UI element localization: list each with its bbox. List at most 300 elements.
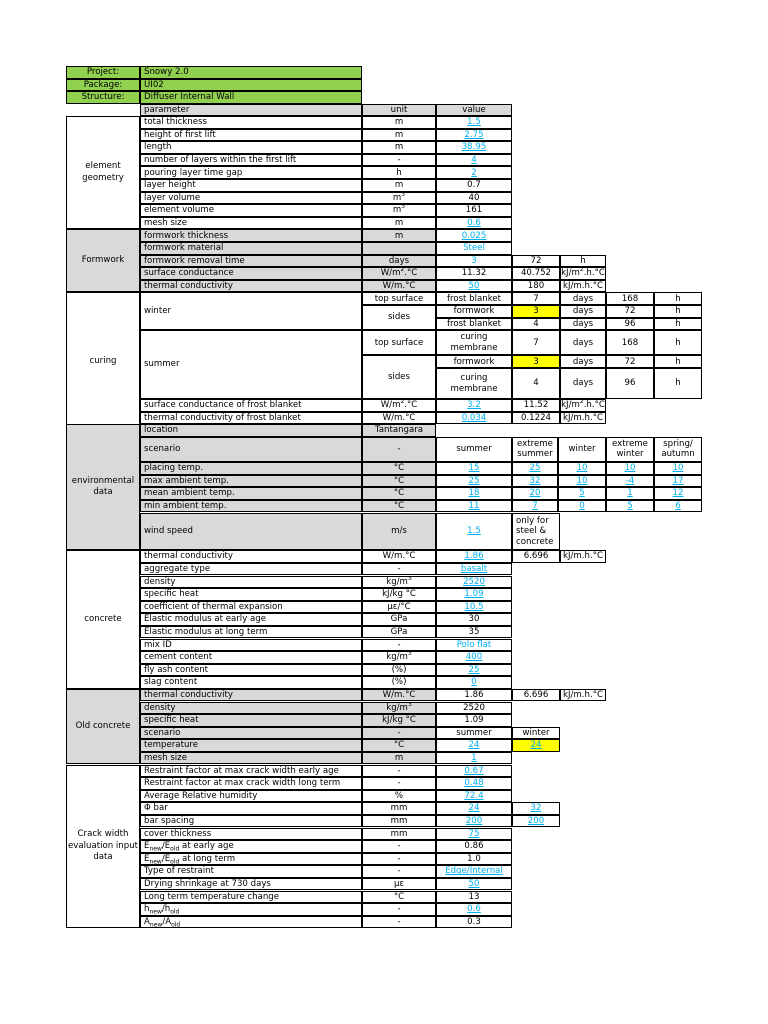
env-mean_ambient-param-text: mean ambient temp. bbox=[144, 488, 235, 499]
crack-h_ratio-unit bbox=[362, 903, 436, 916]
concrete-density-value-text: 2520 bbox=[463, 576, 485, 587]
geom-gap-value[interactable] bbox=[436, 166, 512, 179]
crack-bar-extra[interactable] bbox=[512, 802, 560, 815]
text: 2 bbox=[400, 399, 405, 406]
crack-restraint_early-param-text: Restraint factor at max crack width early age bbox=[144, 765, 339, 776]
crack-humidity-value-text: 72.4 bbox=[464, 790, 484, 801]
env-scenario-1 bbox=[512, 437, 558, 462]
curing-winter_side_formwork-hours-unit bbox=[654, 305, 702, 318]
rich-text bbox=[386, 703, 412, 713]
curing-summer_side_formwork-days-text: 3 bbox=[533, 356, 539, 367]
curing-summer_side_formwork-hours-unit-text: h bbox=[675, 356, 681, 367]
crack-bar-param-text: Φ bar bbox=[144, 803, 168, 814]
formwork-thickness-value[interactable] bbox=[436, 229, 512, 242]
header-structure_value-text: Diffuser Internal Wall bbox=[144, 92, 235, 103]
rich-text bbox=[381, 268, 418, 278]
crack-humidity-value[interactable] bbox=[436, 790, 512, 803]
geom-gap-unit bbox=[362, 166, 436, 179]
env-max_ambient-3[interactable] bbox=[606, 475, 654, 488]
crack-spacing-value[interactable] bbox=[436, 815, 512, 828]
curing-summer_side_membrane-hours-unit-text: h bbox=[675, 378, 681, 389]
curing-winter_top-days-unit bbox=[560, 292, 606, 305]
old-mesh_size-param-text: mesh size bbox=[144, 753, 187, 764]
old-temperature-value-text: 24 bbox=[468, 740, 480, 751]
curing-summer_top-hours bbox=[606, 330, 654, 355]
curing-summer_side_membrane-days-unit bbox=[560, 368, 606, 399]
env-wind-param-text: wind speed bbox=[144, 526, 194, 537]
env-placing-3-text: 10 bbox=[624, 463, 636, 474]
env-min_ambient-0[interactable] bbox=[436, 500, 512, 513]
old-conductivity-unit-text: W/m.°C bbox=[382, 690, 416, 701]
formwork-conductance-kj-text: 40.752 bbox=[520, 268, 552, 279]
curing-summer_side_formwork-days bbox=[512, 355, 560, 368]
env-placing-unit bbox=[362, 462, 436, 475]
old-conductivity-value bbox=[436, 689, 512, 702]
group-concrete-label: concrete bbox=[84, 613, 122, 624]
concrete-e_early-value bbox=[436, 613, 512, 626]
crack-bar-value[interactable] bbox=[436, 802, 512, 815]
env-mean_ambient-3[interactable] bbox=[606, 487, 654, 500]
formwork-thickness-param-text: formwork thickness bbox=[144, 230, 229, 241]
env-scenario-0-text: summer bbox=[456, 444, 492, 455]
curing-summer_side_membrane-hours bbox=[606, 368, 654, 399]
env-max_ambient-unit-text: °C bbox=[393, 475, 405, 486]
formwork-removal-hours-unit bbox=[560, 255, 606, 268]
curing-blanket-conductance-param bbox=[140, 399, 362, 412]
text: kJ/m bbox=[561, 268, 580, 279]
concrete-density-value[interactable] bbox=[436, 576, 512, 589]
curing-blanket-conductivity-unit bbox=[362, 412, 436, 425]
crack-restraint_long-value-text: 0.48 bbox=[464, 778, 484, 789]
crack-spacing-extra-text: 200 bbox=[527, 816, 545, 827]
curing-summer_side_membrane-days-text: 4 bbox=[533, 378, 539, 389]
formwork-conductance-param-text: surface conductance bbox=[144, 268, 234, 279]
curing-blanket-conductance-unit bbox=[362, 399, 436, 412]
curing-winter_top-hours bbox=[606, 292, 654, 305]
old-conductivity-value-text: 1.86 bbox=[464, 690, 484, 701]
concrete-conductivity-unit bbox=[362, 550, 436, 563]
curing-blanket-conductance-value[interactable] bbox=[436, 399, 512, 412]
concrete-aggregate-value-text: basalt bbox=[460, 564, 488, 575]
env-placing-4[interactable] bbox=[654, 462, 702, 475]
geom-total_thickness-value-text: 1.5 bbox=[467, 117, 481, 128]
env-placing-3[interactable] bbox=[606, 462, 654, 475]
crack-restraint_early-param bbox=[140, 765, 362, 778]
curing-winter-sides-text: sides bbox=[387, 312, 411, 323]
old-scenario-param bbox=[140, 727, 362, 740]
curing-summer_side_formwork-days-unit bbox=[560, 355, 606, 368]
geom-layer_volume-param-text: layer volume bbox=[144, 192, 201, 203]
geom-gap-param bbox=[140, 166, 362, 179]
env-max_ambient-1[interactable] bbox=[512, 475, 558, 488]
curing-winter_top-hours-unit bbox=[654, 292, 702, 305]
formwork-conductivity-value-text: 50 bbox=[468, 280, 480, 291]
concrete-density-param bbox=[140, 576, 362, 589]
crack-shrinkage-unit bbox=[362, 878, 436, 891]
curing-summer_side_membrane-type bbox=[436, 368, 512, 399]
curing-blanket-conductivity-extra bbox=[512, 412, 560, 425]
crack-cover-param-text: cover thickness bbox=[144, 828, 212, 839]
env-mean_ambient-unit bbox=[362, 487, 436, 500]
old-specific_heat-unit-text: kJ/kg °C bbox=[382, 715, 416, 726]
env-mean_ambient-1[interactable] bbox=[512, 487, 558, 500]
curing-winter_side_blanket-type bbox=[436, 318, 512, 331]
curing-summer bbox=[140, 330, 362, 399]
crack-a_ratio-param bbox=[140, 916, 362, 929]
text: kJ/m bbox=[561, 400, 580, 411]
env-placing-0[interactable] bbox=[436, 462, 512, 475]
concrete-cte-param bbox=[140, 601, 362, 614]
curing-blanket-conductivity-param bbox=[140, 412, 362, 425]
geom-element_volume-value bbox=[436, 204, 512, 217]
concrete-mix-unit-text: - bbox=[397, 639, 401, 650]
curing-summer_top-hours-unit-text: h bbox=[675, 337, 681, 348]
text: E bbox=[144, 841, 150, 852]
old-mesh_size-value[interactable] bbox=[436, 752, 512, 765]
header-package_label bbox=[66, 79, 140, 92]
env-scenario-param bbox=[140, 437, 362, 462]
curing-blanket-conductance-param-text: surface conductance of frost blanket bbox=[144, 400, 302, 411]
env-min_ambient-unit-text: °C bbox=[393, 501, 405, 512]
group-old-concrete bbox=[66, 689, 140, 765]
concrete-mix-value[interactable] bbox=[436, 639, 512, 652]
crack-restraint_type-unit bbox=[362, 865, 436, 878]
concrete-fly_ash-value-text: 25 bbox=[468, 664, 480, 675]
env-wind-value[interactable] bbox=[436, 513, 512, 551]
crack-restraint_type-param-text: Type of restraint bbox=[144, 866, 214, 877]
env-mean_ambient-2[interactable] bbox=[558, 487, 606, 500]
curing-winter_side_formwork-type bbox=[436, 305, 512, 318]
curing-winter_side_blanket-days bbox=[512, 318, 560, 331]
concrete-aggregate-unit-text: - bbox=[397, 564, 401, 575]
crack-restraint_type-value-text: Edge/Internal bbox=[445, 866, 503, 877]
geom-layers-value[interactable] bbox=[436, 154, 512, 167]
crack-temp_change-param bbox=[140, 891, 362, 904]
env-placing-2[interactable] bbox=[558, 462, 606, 475]
geom-length-unit-text: m bbox=[394, 142, 404, 153]
old-conductivity-kj-unit-text: kJ/m.h.°C bbox=[563, 690, 603, 701]
formwork-removal-hours-text: 72 bbox=[530, 255, 542, 266]
concrete-conductivity-value-text: 1.86 bbox=[464, 551, 484, 562]
env-placing-0-text: 15 bbox=[468, 463, 480, 474]
concrete-e_long-value-text: 35 bbox=[468, 627, 480, 638]
formwork-material-value[interactable] bbox=[436, 242, 512, 255]
concrete-conductivity-param-text: thermal conductivity bbox=[144, 551, 233, 562]
concrete-mix-param-text: mix ID bbox=[144, 639, 172, 650]
text: /h bbox=[161, 904, 171, 915]
crack-shrinkage-param bbox=[140, 878, 362, 891]
old-temperature-value[interactable] bbox=[436, 739, 512, 752]
old-scenario-winter-text: winter bbox=[522, 727, 550, 738]
curing-summer_side_formwork-days-unit-text: days bbox=[572, 356, 594, 367]
geom-length-unit bbox=[362, 141, 436, 154]
env-scenario-3 bbox=[606, 437, 654, 462]
concrete-specific_heat-value[interactable] bbox=[436, 588, 512, 601]
geom-layer_height-value-text: 0.7 bbox=[467, 180, 481, 191]
formwork-removal-hours-unit-text: h bbox=[580, 255, 586, 266]
curing-winter_side_formwork-days-unit-text: days bbox=[572, 306, 594, 317]
curing-summer-sides-text: sides bbox=[387, 372, 411, 383]
formwork-removal-unit-text: days bbox=[388, 255, 410, 266]
formwork-material-param-text: formwork material bbox=[144, 243, 224, 254]
curing-blanket-conductivity-extra-unit bbox=[560, 412, 606, 425]
concrete-cement-value[interactable] bbox=[436, 651, 512, 664]
curing-summer_side_formwork-hours bbox=[606, 355, 654, 368]
env-min_ambient-1[interactable] bbox=[512, 500, 558, 513]
env-max_ambient-0[interactable] bbox=[436, 475, 512, 488]
old-specific_heat-value bbox=[436, 714, 512, 727]
text: new bbox=[149, 845, 162, 853]
geom-layer_height-unit-text: m bbox=[394, 180, 404, 191]
env-max_ambient-2[interactable] bbox=[558, 475, 606, 488]
curing-winter_side_blanket-hours-text: 96 bbox=[624, 318, 636, 329]
formwork-conductivity-unit bbox=[362, 280, 436, 293]
rich-text bbox=[144, 904, 179, 914]
formwork-removal-param-text: formwork removal time bbox=[144, 255, 245, 266]
env-placing-4-text: 10 bbox=[672, 463, 684, 474]
crack-restraint_early-unit-text: - bbox=[397, 765, 401, 776]
env-min_ambient-3-text: 5 bbox=[627, 501, 633, 512]
env-location-param bbox=[140, 424, 362, 437]
concrete-slag-value[interactable] bbox=[436, 676, 512, 689]
formwork-conductance-value-text: 11.32 bbox=[461, 268, 487, 279]
crack-e_ratio_early-param bbox=[140, 840, 362, 853]
geom-length-param bbox=[140, 141, 362, 154]
env-wind-note bbox=[512, 513, 560, 551]
env-max_ambient-0-text: 25 bbox=[468, 475, 480, 486]
crack-humidity-param-text: Average Relative humidity bbox=[144, 790, 258, 801]
rich-text bbox=[381, 400, 418, 410]
old-conductivity-unit bbox=[362, 689, 436, 702]
concrete-slag-param bbox=[140, 676, 362, 689]
env-wind-unit-text: m/s bbox=[391, 526, 407, 537]
group-concrete bbox=[66, 550, 140, 689]
env-max_ambient-3-text: -4 bbox=[625, 475, 635, 486]
curing-blanket-conductance-extra-unit bbox=[560, 399, 606, 412]
concrete-fly_ash-value[interactable] bbox=[436, 664, 512, 677]
env-min_ambient-param bbox=[140, 500, 362, 513]
concrete-cement-param bbox=[140, 651, 362, 664]
curing-summer_side_membrane-hours-text: 96 bbox=[624, 378, 636, 389]
text: A bbox=[144, 916, 150, 927]
crack-restraint_early-value[interactable] bbox=[436, 765, 512, 778]
curing-summer_side_membrane-hours-unit bbox=[654, 368, 702, 399]
curing-winter_side_blanket-hours-unit bbox=[654, 318, 702, 331]
old-mesh_size-value-text: 1 bbox=[471, 753, 477, 764]
crack-restraint_type-value[interactable] bbox=[436, 865, 512, 878]
env-min_ambient-4[interactable] bbox=[654, 500, 702, 513]
concrete-fly_ash-unit-text: (%) bbox=[391, 664, 407, 675]
env-wind-unit bbox=[362, 513, 436, 551]
text: new bbox=[149, 858, 162, 866]
text: at early age bbox=[179, 841, 234, 852]
env-placing-1[interactable] bbox=[512, 462, 558, 475]
geom-mesh_size-value-text: 0.6 bbox=[467, 217, 481, 228]
crack-spacing-extra[interactable] bbox=[512, 815, 560, 828]
formwork-conductivity-value[interactable] bbox=[436, 280, 512, 293]
curing-summer_side_formwork-hours-text: 72 bbox=[624, 356, 636, 367]
curing-winter-text: winter bbox=[144, 306, 172, 317]
text: new bbox=[149, 908, 162, 916]
env-mean_ambient-4[interactable] bbox=[654, 487, 702, 500]
formwork-conductance-kj bbox=[512, 267, 560, 280]
header-structure_label-text: Structure: bbox=[81, 92, 125, 103]
env-min_ambient-1-text: 7 bbox=[532, 501, 538, 512]
concrete-conductivity-kj bbox=[512, 550, 560, 563]
old-temperature-winter-text: 24 bbox=[530, 740, 542, 751]
concrete-mix-param bbox=[140, 639, 362, 652]
geom-layers-unit-text: - bbox=[397, 154, 401, 165]
env-max_ambient-4-text: 17 bbox=[672, 475, 684, 486]
old-density-value bbox=[436, 702, 512, 715]
formwork-material-param bbox=[140, 242, 362, 255]
crack-restraint_long-value[interactable] bbox=[436, 777, 512, 790]
geom-total_thickness-value[interactable] bbox=[436, 116, 512, 129]
concrete-cte-param-text: coefficient of thermal expansion bbox=[144, 601, 283, 612]
curing-winter_side_formwork-days bbox=[512, 305, 560, 318]
geom-layer_volume-param bbox=[140, 192, 362, 205]
crack-shrinkage-unit-text: με bbox=[393, 879, 405, 890]
curing-winter_side_formwork-hours-text: 72 bbox=[624, 306, 636, 317]
old-conductivity-kj bbox=[512, 689, 560, 702]
concrete-e_early-param-text: Elastic modulus at early age bbox=[144, 614, 267, 625]
env-mean_ambient-0[interactable] bbox=[436, 487, 512, 500]
formwork-removal-hours bbox=[512, 255, 560, 268]
concrete-conductivity-param bbox=[140, 550, 362, 563]
curing-winter-top bbox=[362, 292, 436, 305]
crack-e_ratio_long-unit bbox=[362, 853, 436, 866]
env-max_ambient-unit bbox=[362, 475, 436, 488]
crack-a_ratio-unit bbox=[362, 916, 436, 929]
header-package_value-text: UI02 bbox=[144, 79, 164, 90]
text: E bbox=[144, 853, 150, 864]
concrete-cte-value[interactable] bbox=[436, 601, 512, 614]
geom-length-value-text: 38.95 bbox=[461, 142, 487, 153]
text: /A bbox=[162, 916, 172, 927]
formwork-removal-unit bbox=[362, 255, 436, 268]
curing-blanket-conductance-extra-text: 11.52 bbox=[523, 400, 549, 411]
crack-humidity-unit-text: % bbox=[394, 790, 404, 801]
geom-length-value[interactable] bbox=[436, 141, 512, 154]
formwork-conductance-kj-unit bbox=[560, 267, 606, 280]
geom-height_first_lift-param-text: height of first lift bbox=[144, 129, 216, 140]
curing-summer-sides bbox=[362, 355, 436, 399]
crack-restraint_long-param-text: Restraint factor at max crack width long term bbox=[144, 778, 341, 789]
crack-restraint_long-unit-text: - bbox=[397, 778, 401, 789]
formwork-conductance-unit bbox=[362, 267, 436, 280]
concrete-slag-unit bbox=[362, 676, 436, 689]
crack-spacing-param bbox=[140, 815, 362, 828]
crack-cover-unit-text: mm bbox=[390, 828, 408, 839]
crack-h_ratio-param bbox=[140, 903, 362, 916]
env-scenario-1-text: extreme summer bbox=[517, 439, 553, 460]
crack-temp_change-value bbox=[436, 891, 512, 904]
env-min_ambient-3[interactable] bbox=[606, 500, 654, 513]
concrete-cement-value-text: 400 bbox=[465, 652, 483, 663]
curing-blanket-conductivity-extra-text: 0.1224 bbox=[520, 412, 552, 423]
old-temperature-winter[interactable] bbox=[512, 739, 560, 752]
header-project_label bbox=[66, 66, 140, 79]
curing-winter_top-hours-unit-text: h bbox=[675, 293, 681, 304]
crack-a_ratio-value-text: 0.3 bbox=[467, 916, 481, 927]
concrete-conductivity-value[interactable] bbox=[436, 550, 512, 563]
crack-h_ratio-value[interactable] bbox=[436, 903, 512, 916]
concrete-fly_ash-param bbox=[140, 664, 362, 677]
col-unit bbox=[362, 104, 436, 117]
old-conductivity-kj-unit bbox=[560, 689, 606, 702]
crack-h_ratio-unit-text: - bbox=[397, 904, 401, 915]
geom-gap-unit-text: h bbox=[396, 167, 402, 178]
geom-element_volume-param-text: element volume bbox=[144, 205, 215, 216]
crack-cover-param bbox=[140, 828, 362, 841]
old-density-value-text: 2520 bbox=[463, 702, 485, 713]
env-min_ambient-2[interactable] bbox=[558, 500, 606, 513]
env-min_ambient-4-text: 6 bbox=[675, 501, 681, 512]
curing-blanket-conductivity-unit-text: W/m.°C bbox=[382, 412, 416, 423]
env-min_ambient-param-text: min ambient temp. bbox=[144, 501, 227, 512]
crack-shrinkage-value[interactable] bbox=[436, 878, 512, 891]
curing-summer_side_formwork-type-text: formwork bbox=[453, 356, 495, 367]
formwork-removal-value[interactable] bbox=[436, 255, 512, 268]
env-placing-param bbox=[140, 462, 362, 475]
curing-blanket-conductivity-value[interactable] bbox=[436, 412, 512, 425]
concrete-e_long-value bbox=[436, 626, 512, 639]
concrete-specific_heat-param-text: specific heat bbox=[144, 589, 199, 600]
text: W/m bbox=[380, 400, 401, 411]
env-scenario-unit-text: - bbox=[397, 444, 401, 455]
crack-bar-unit bbox=[362, 802, 436, 815]
formwork-material-value-text: Steel bbox=[463, 243, 485, 254]
concrete-aggregate-value[interactable] bbox=[436, 563, 512, 576]
concrete-specific_heat-unit bbox=[362, 588, 436, 601]
crack-restraint_early-unit bbox=[362, 765, 436, 778]
curing-winter_side_blanket-days-unit bbox=[560, 318, 606, 331]
old-specific_heat-param-text: specific heat bbox=[144, 715, 199, 726]
geom-layers-param-text: number of layers within the first lift bbox=[144, 154, 297, 165]
geom-height_first_lift-value[interactable] bbox=[436, 129, 512, 142]
concrete-cte-unit bbox=[362, 601, 436, 614]
geom-mesh_size-value[interactable] bbox=[436, 217, 512, 230]
env-max_ambient-4[interactable] bbox=[654, 475, 702, 488]
crack-a_ratio-unit-text: - bbox=[397, 916, 401, 927]
curing-winter_side_formwork-hours bbox=[606, 305, 654, 318]
env-location-value bbox=[362, 424, 436, 437]
old-conductivity-kj-text: 6.696 bbox=[523, 690, 549, 701]
text: at long term bbox=[179, 853, 236, 864]
formwork-thickness-value-text: 0.025 bbox=[461, 230, 487, 241]
geom-total_thickness-unit bbox=[362, 116, 436, 129]
formwork-removal-value-text: 3 bbox=[471, 255, 477, 266]
env-max_ambient-param-text: max ambient temp. bbox=[144, 475, 229, 486]
curing-winter_top-days bbox=[512, 292, 560, 305]
geom-total_thickness-unit-text: m bbox=[394, 117, 404, 128]
text: 3 bbox=[401, 191, 406, 198]
crack-a_ratio-value bbox=[436, 916, 512, 929]
geom-height_first_lift-param bbox=[140, 129, 362, 142]
crack-cover-value[interactable] bbox=[436, 828, 512, 841]
crack-cover-value-text: 75 bbox=[468, 828, 480, 839]
curing-winter_top-days-text: 7 bbox=[533, 293, 539, 304]
curing-winter_side_blanket-hours bbox=[606, 318, 654, 331]
crack-e_ratio_early-value-text: 0.86 bbox=[464, 841, 484, 852]
formwork-conductivity-param-text: thermal conductivity bbox=[144, 280, 233, 291]
curing-summer_side_membrane-days-unit-text: days bbox=[572, 378, 594, 389]
crack-e_ratio_long-value-text: 1.0 bbox=[467, 853, 481, 864]
old-conductivity-param bbox=[140, 689, 362, 702]
text: 2 bbox=[400, 267, 405, 274]
old-mesh_size-unit-text: m bbox=[394, 753, 404, 764]
crack-e_ratio_long-param bbox=[140, 853, 362, 866]
